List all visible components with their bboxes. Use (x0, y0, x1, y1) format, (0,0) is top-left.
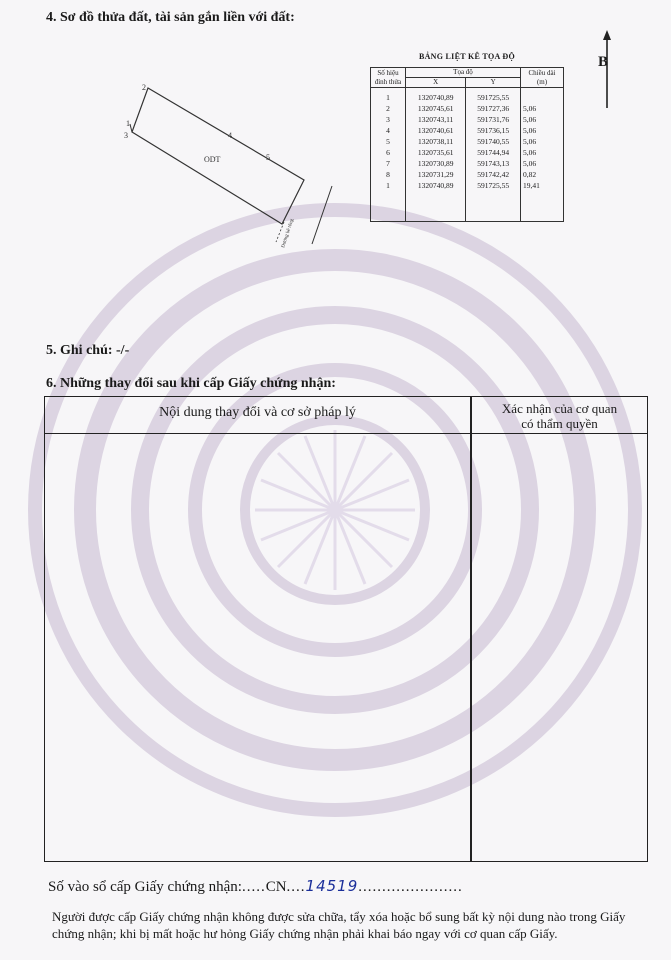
registry-prefix: CN (265, 879, 287, 895)
registry-label: Số vào sổ cấp Giấy chứng nhận: (48, 879, 242, 895)
coordinate-table-title: BẢNG LIỆT KÊ TỌA ĐỘ (418, 52, 516, 61)
changes-table (44, 396, 648, 862)
header-toado: Tọa độ (406, 68, 521, 78)
changes-authority-header (472, 401, 647, 431)
parcel-sketch (114, 76, 344, 256)
section-6-title: 6. Những thay đổi sau khi cấp Giấy chứng nhận: (46, 376, 336, 391)
registry-number: 14519 (305, 877, 359, 895)
table-row: 5 1320738,11 591740,55 5,06 (371, 136, 564, 147)
changes-content-header: Nội dung thay đổi và cơ sở pháp lý (159, 405, 356, 420)
north-arrow (596, 30, 620, 110)
footer-note: Người được cấp Giấy chứng nhận không được sửa chữa, tẩy xóa hoặc bổ sung bất kỳ nội dung nào trong Giấy chứng nhận; khi bị mất hoặc hư hỏng Giấy chứng nhận phải khai báo ngay với cơ quan cấp Giấy. (52, 909, 626, 941)
table-row: 6 1320735,61 591744,94 5,06 (371, 147, 564, 158)
vertex-label-4: 4 (228, 131, 232, 140)
section-4-title: 4. Sơ đồ thửa đất, tài sản gắn liền với đất: (46, 10, 295, 25)
table-row: 4 1320740,61 591736,15 5,06 (371, 125, 564, 136)
table-row: 8 1320731,29 591742,42 0,82 (371, 169, 564, 180)
vertex-label-2: 2 (142, 83, 146, 92)
registry-dots-after: ...................... (358, 879, 463, 895)
coordinate-table (370, 67, 564, 222)
header-stt: Số hiệu đỉnh thửa (371, 68, 406, 88)
road-label: Đường bê tông (281, 218, 296, 249)
table-row: 2 1320745,61 591727,36 5,06 (371, 103, 564, 114)
header-x: X (406, 78, 466, 88)
vertex-label-3: 3 (124, 131, 128, 140)
authority-header-line1: Xác nhận của cơ quan (501, 401, 618, 416)
authority-header-line2: có thẩm quyền (521, 416, 598, 431)
table-row: 1 1320740,89 591725,55 19,41 (371, 180, 564, 191)
header-length: Chiều dài (m) (521, 68, 564, 88)
land-code-label: ODT (204, 155, 221, 164)
registry-number-line (48, 877, 463, 896)
table-row: 1 1320740,89 591725,55 (371, 88, 564, 104)
section-5-title: 5. Ghi chú: -/- (46, 343, 130, 358)
changes-content-column (45, 397, 472, 861)
vertex-label-5: 5 (266, 153, 270, 162)
vertex-label-1: 1 (126, 119, 130, 128)
north-letter: B (598, 54, 609, 70)
table-row: 3 1320743,11 591731,76 5,06 (371, 114, 564, 125)
registry-dots-mid: .... (286, 879, 306, 895)
header-y: Y (466, 78, 521, 88)
table-filler-row (371, 191, 564, 222)
registry-dots-before: ..... (241, 879, 266, 895)
table-row: 7 1320730,89 591743,13 5,06 (371, 158, 564, 169)
coordinate-table-block (370, 52, 564, 222)
